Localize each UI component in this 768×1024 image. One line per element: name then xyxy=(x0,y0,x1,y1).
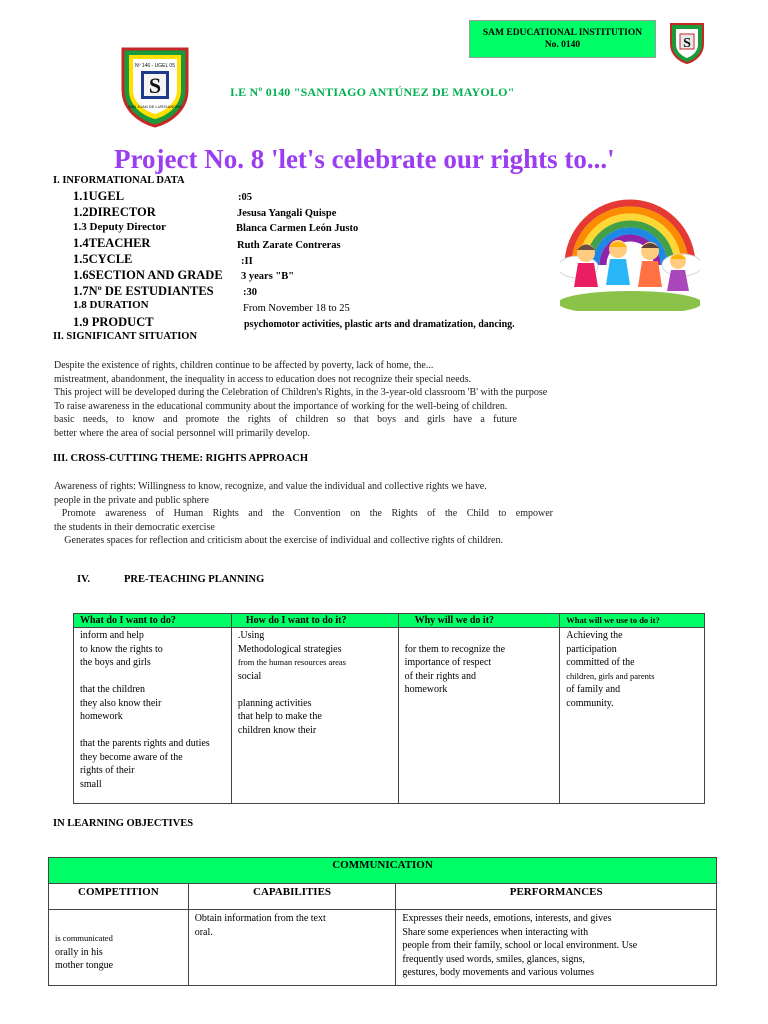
pre-teaching-planning-table xyxy=(73,613,705,804)
cell-line: rights of their xyxy=(80,765,135,776)
performances-cell xyxy=(396,910,717,986)
cell-line: that the children xyxy=(80,684,145,695)
institution-number: No. 0140 xyxy=(544,40,581,50)
cell-line: they become aware of the xyxy=(80,751,183,763)
duration-value: From November 18 to 25 xyxy=(243,303,350,314)
teacher-value: Ruth Zarate Contreras xyxy=(237,240,341,251)
section-number-iv: IV. xyxy=(77,574,90,585)
what-cell xyxy=(74,628,232,804)
school-crest xyxy=(120,46,190,128)
institution-name-box xyxy=(469,20,656,58)
cell-line: to know the rights to xyxy=(80,643,163,655)
column-header: COMPETITION xyxy=(49,884,189,910)
paragraph-line: mistreatment, abandonment, the inequality in access to education does not recognize their special needs. xyxy=(54,373,472,385)
why-cell xyxy=(398,628,560,804)
competition-cell xyxy=(49,910,189,986)
column-header: What do I want to do? xyxy=(74,614,232,628)
learning-objectives-table xyxy=(48,857,717,986)
cell-line xyxy=(405,629,554,643)
cell-line: homework xyxy=(404,684,448,695)
teacher-label: 1.4TEACHER xyxy=(73,236,151,250)
cell-line: children, girls and parents xyxy=(566,670,655,681)
cell-line: importance of respect xyxy=(404,657,492,668)
section-heading-informational: I. INFORMATIONAL DATA xyxy=(53,175,185,186)
significant-situation-text xyxy=(54,359,604,440)
table-row xyxy=(49,910,717,986)
ugel-label: 1.1UGEL xyxy=(73,189,125,203)
cell-line: community. xyxy=(566,697,614,709)
paragraph-line: basic needs, to know and promote the rights of children so that boys and girls have a future xyxy=(54,414,517,425)
cell-line xyxy=(80,670,225,684)
section-grade-label: 1.6SECTION AND GRADE xyxy=(73,268,223,282)
director-label: 1.2DIRECTOR xyxy=(73,205,156,219)
section-heading-significant: II. SIGNIFICANT SITUATION xyxy=(53,331,198,342)
cell-line: Expresses their needs, emotions, interests, and gives xyxy=(402,913,612,924)
cell-line: people from their family, school or local environment. Use xyxy=(402,940,638,951)
table-row xyxy=(74,628,705,804)
section-heading-learning-objectives: IN LEARNING OBJECTIVES xyxy=(53,818,194,829)
crest-bottom-text: SAN JUAN DE LURIGANCHO xyxy=(127,104,183,109)
cell-line: of their rights and xyxy=(404,670,476,682)
ugel-value: :05 xyxy=(238,192,252,203)
children-rainbow-illustration xyxy=(560,187,700,311)
product-label: 1.9 PRODUCT xyxy=(73,315,154,329)
cell-line xyxy=(80,724,225,738)
cell-line xyxy=(238,683,392,697)
cell-line: small xyxy=(80,778,102,790)
institution-name: SAM EDUCATIONAL INSTITUTION xyxy=(482,28,643,38)
cell-line: orally in his xyxy=(55,946,103,958)
cell-line: that the parents rights and duties xyxy=(80,738,210,749)
students-value: :30 xyxy=(243,287,257,298)
cell-line: for them to recognize the xyxy=(404,643,506,655)
section-grade-value: 3 years "B" xyxy=(241,271,295,282)
cycle-value: :II xyxy=(241,256,253,267)
cell-line: Obtain information from the text xyxy=(194,913,326,924)
cell-line: of family and xyxy=(566,684,621,695)
capabilities-cell xyxy=(188,910,396,986)
column-header: Why will we do it? xyxy=(398,614,560,628)
crest-top-text: Nº 146 - UGEL 05 xyxy=(135,63,175,69)
cell-line: social xyxy=(237,670,262,682)
cell-line: children know their xyxy=(237,724,317,736)
paragraph-line: Despite the existence of rights, children continue to be affected by poverty, lack of home, the... xyxy=(54,360,434,371)
resources-cell xyxy=(560,628,705,804)
paragraph-line: people in the private and public sphere xyxy=(54,494,209,506)
cell-line: inform and help xyxy=(80,630,144,641)
area-header-row xyxy=(49,858,717,884)
paragraph-line: This project will be developed during the Celebration of Children's Rights, in the 3-year-old classroom 'B' with the purpose xyxy=(54,387,548,398)
column-header: PERFORMANCES xyxy=(396,884,717,910)
cell-line: oral. xyxy=(194,926,213,938)
students-label: 1.7Nº DE ESTUDIANTES xyxy=(73,284,214,298)
cell-line: homework xyxy=(80,711,123,722)
cell-line: Methodological strategies xyxy=(237,643,342,655)
cell-line: that help to make the xyxy=(237,711,322,722)
deputy-director-label: 1.3 Deputy Director xyxy=(73,221,166,233)
paragraph-line:   Generates spaces for reflection and criticism about the exercise of individual and collective rights of children. xyxy=(54,535,503,546)
product-value: psychomotor activities, plastic arts and dramatization, dancing. xyxy=(244,319,515,330)
cell-line: committed of the xyxy=(566,657,635,668)
deputy-director-value: Blanca Carmen León Justo xyxy=(236,223,359,234)
cell-line: the boys and girls xyxy=(80,657,151,668)
director-value: Jesusa Yangali Quispe xyxy=(237,208,337,219)
cell-line: they also know their xyxy=(80,697,162,709)
section-heading-planning: PRE-TEACHING PLANNING xyxy=(124,574,265,585)
section-heading-cross-cutting: III. CROSS-CUTTING THEME: RIGHTS APPROACH xyxy=(53,453,309,464)
area-title: COMMUNICATION xyxy=(49,858,717,884)
paragraph-line: better where the area of social personnel will primarily develop. xyxy=(54,427,311,439)
school-name: I.E Nº 0140 "SANTIAGO ANTÚNEZ DE MAYOLO" xyxy=(230,85,515,99)
column-header: How do I want to do it? xyxy=(231,614,398,628)
cell-line: gestures, body movements and various volumes xyxy=(402,967,594,978)
cell-line: from the human resources areas xyxy=(237,657,346,667)
paragraph-line:  Promote awareness of Human Rights and the Convention on the Rights of the Child to empower xyxy=(54,508,553,519)
cell-line: planning activities xyxy=(237,697,312,709)
cell-line: frequently used words, smiles, glances, signs, xyxy=(402,953,585,965)
cross-cutting-text xyxy=(54,480,574,548)
paragraph-line: the students in their democratic exercise xyxy=(54,521,215,533)
svg-text:S: S xyxy=(683,36,691,51)
column-header: CAPABILITIES xyxy=(188,884,396,910)
crest-letter: S xyxy=(148,73,162,98)
table-header-row xyxy=(49,884,717,910)
how-cell xyxy=(231,628,398,804)
cell-line: Achieving the xyxy=(566,630,623,641)
duration-label: 1.8 DURATION xyxy=(73,299,149,311)
project-title: Project No. 8 'let's celebrate our rights to...' xyxy=(114,144,615,174)
table-header-row xyxy=(74,614,705,628)
cell-line: Share some experiences when interacting with xyxy=(402,926,589,938)
cycle-label: 1.5CYCLE xyxy=(73,252,133,266)
column-header: What will we use to do it? xyxy=(560,614,705,628)
paragraph-line: Awareness of rights: Willingness to know, recognize, and value the individual and collective rights we have. xyxy=(54,481,487,492)
school-crest-small xyxy=(669,22,705,64)
paragraph-line: To raise awareness in the educational community about the importance of working for the well-being of children. xyxy=(54,400,508,412)
cell-line: .Using xyxy=(237,630,265,641)
cell-line: participation xyxy=(566,643,617,655)
cell-line: is communicated xyxy=(55,933,113,943)
cell-line: mother tongue xyxy=(55,960,114,971)
